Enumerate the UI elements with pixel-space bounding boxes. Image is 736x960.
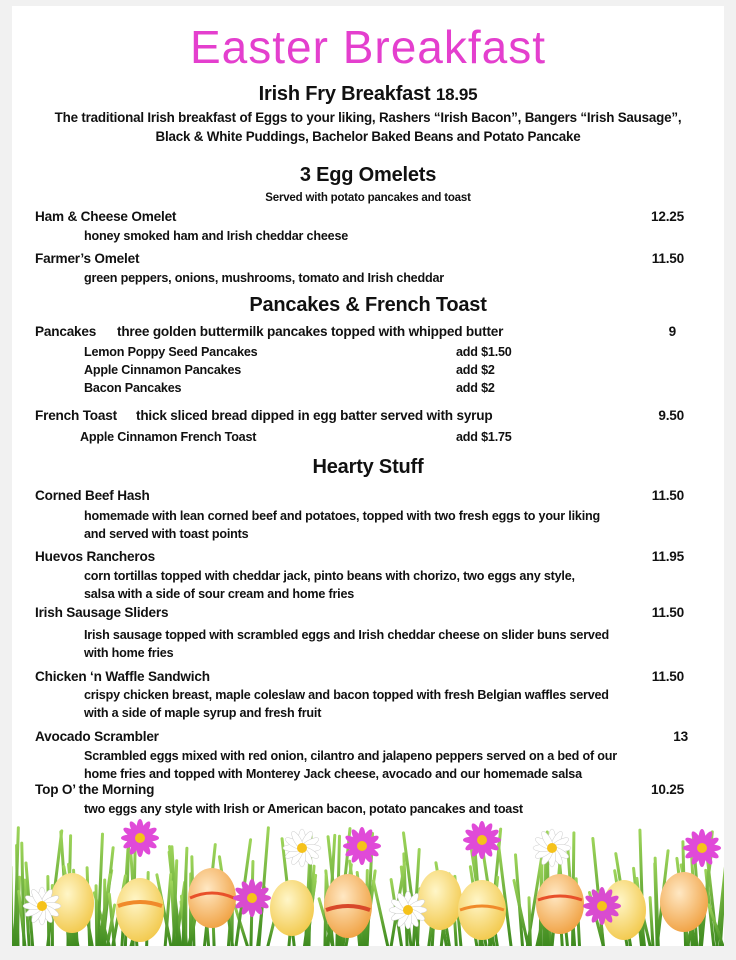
menu-item-desc: honey smoked ham and Irish cheddar cheese (84, 229, 349, 243)
menu-item-desc: corn tortillas topped with cheddar jack, pinto beans with chorizo, two eggs any style, (84, 569, 575, 583)
menu-item-price: 11.95 (651, 549, 684, 564)
menu-item-price: 12.25 (650, 209, 684, 224)
menu-item-name: Huevos Rancheros (35, 549, 155, 564)
menu-item-desc: green peppers, onions, mushrooms, tomato and Irish cheddar (84, 271, 444, 285)
menu-item-name: Ham & Cheese Omelet (35, 209, 177, 224)
irish-fry-desc-1: The traditional Irish breakfast of Eggs to your liking, Rashers “Irish Bacon”, Bangers “Irish Sausage”, (54, 110, 682, 125)
menu-item-desc: with a side of maple syrup and fresh fruit (84, 706, 322, 720)
addon-price: add $1.75 (456, 430, 512, 444)
menu-item-price: 11.50 (651, 669, 684, 684)
addon-price: add $2 (456, 363, 495, 377)
menu-item-price: 11.50 (651, 251, 684, 266)
menu-item-desc: two eggs any style with Irish or American bacon, potato pancakes and toast (84, 802, 523, 816)
menu-item-name: Top O’ the Morning (35, 782, 155, 797)
menu-item-name: Irish Sausage Sliders (35, 605, 169, 620)
pancakes-heading: Pancakes & French Toast (249, 294, 487, 316)
menu-item-price: 11.50 (651, 605, 684, 620)
pancakes-desc: three golden buttermilk pancakes topped with whipped butter (117, 324, 504, 339)
french-toast-desc: thick sliced bread dipped in egg batter served with syrup (136, 408, 493, 423)
menu-item-desc: Irish sausage topped with scrambled eggs and Irish cheddar cheese on slider buns served (84, 628, 609, 642)
menu-item-desc: and served with toast points (84, 527, 249, 541)
menu-item-price: 13 (673, 729, 688, 744)
menu-title: Easter Breakfast (189, 21, 547, 73)
menu-item-desc: homemade with lean corned beef and potatoes, topped with two fresh eggs to your liking (84, 509, 600, 523)
omelets-subtitle: Served with potato pancakes and toast (265, 192, 471, 204)
addon-name: Bacon Pancakes (84, 381, 182, 395)
menu-item-desc: with home fries (84, 646, 174, 660)
menu-item-name: Avocado Scrambler (35, 729, 159, 744)
irish-fry-name: Irish Fry Breakfast (258, 83, 431, 105)
menu-page (12, 6, 724, 946)
irish-fry-price: 18.95 (435, 85, 478, 104)
french-toast-price: 9.50 (658, 408, 684, 423)
menu-item-desc: salsa with a side of sour cream and home fries (84, 587, 355, 601)
pancakes-name: Pancakes (35, 324, 97, 339)
menu-item-desc: home fries and topped with Monterey Jack cheese, avocado and our homemade salsa (84, 767, 582, 781)
menu-item-desc: Scrambled eggs mixed with red onion, cilantro and jalapeno peppers served on a bed of our (84, 749, 617, 763)
omelets-heading: 3 Egg Omelets (299, 164, 437, 186)
pancakes-price: 9 (668, 324, 676, 339)
menu-item-desc: crispy chicken breast, maple coleslaw and bacon topped with fresh Belgian waffles served (84, 688, 609, 702)
menu-item-price: 11.50 (651, 488, 684, 503)
irish-fry-desc-2: Black & White Puddings, Bachelor Baked Beans and Potato Pancake (155, 129, 581, 144)
addon-name: Apple Cinnamon Pancakes (84, 363, 242, 377)
hearty-heading: Hearty Stuff (312, 456, 424, 478)
easter-grass-eggs-flowers-image (12, 818, 724, 946)
addon-name: Apple Cinnamon French Toast (80, 430, 257, 444)
addon-name: Lemon Poppy Seed Pancakes (84, 345, 258, 359)
menu-item-price: 10.25 (650, 782, 684, 797)
menu-item-name: Farmer’s Omelet (35, 251, 140, 266)
addon-price: add $2 (456, 381, 495, 395)
addon-price: add $1.50 (456, 345, 512, 359)
menu-item-name: Chicken ‘n Waffle Sandwich (35, 669, 210, 684)
menu-item-name: Corned Beef Hash (35, 488, 150, 503)
french-toast-name: French Toast (35, 408, 117, 423)
irish-fry-heading (12, 83, 724, 106)
